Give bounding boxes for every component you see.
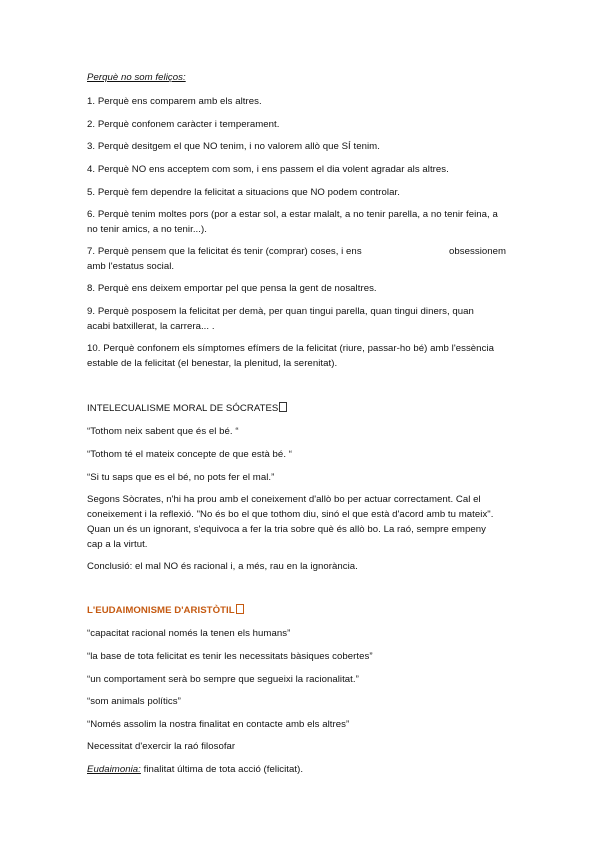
- list-item: 6. Perquè tenim moltes pors (por a estar sol, a estar malalt, a no tenir parella, a no tenir feina, a: [87, 209, 498, 220]
- eudaimonia-term: Eudaimonia:: [87, 764, 141, 775]
- list-item: 3. Perquè desitgem el que NO tenim, i no valorem allò que SÍ tenim.: [87, 141, 380, 152]
- section-title-socrates: INTELECUALISME MORAL DE SÓCRATES: [87, 402, 287, 415]
- list-item-fragment: obsessionem: [449, 246, 507, 257]
- eudaimonia-definition: [87, 764, 303, 776]
- list-item: 8. Perquè ens deixem emportar pel que pensa la gent de nosaltres.: [87, 283, 377, 294]
- eudaimonia-text: finalitat última de tota acció (felicitat).: [140, 764, 304, 775]
- section-title-aristotil: L'EUDAIMONISME D'ARISTÒTIL: [87, 604, 244, 617]
- list-item: 2. Perquè confonem caràcter i temperament.: [87, 119, 280, 130]
- paragraph-line: Segons Sòcrates, n'hi ha prou amb el coneixement d'allò bo per actuar correctament. Cal el: [87, 494, 481, 505]
- paragraph-line: coneixement i la reflexió. "No és bo el que tothom diu, sinó el que està d'acord amb tu mateix".: [87, 509, 494, 520]
- conclusion: Conclusió: el mal NO és racional i, a més, rau en la ignorància.: [87, 561, 358, 572]
- placeholder-glyph-icon: [236, 604, 244, 614]
- paragraph-line: cap a la virtut.: [87, 539, 148, 550]
- list-item: 5. Perquè fem dependre la felicitat a situacions que NO podem controlar.: [87, 187, 400, 198]
- placeholder-glyph-icon: [279, 402, 287, 412]
- quote: “Tothom neix sabent que és el bé. “: [87, 426, 239, 437]
- list-item-continuation: acabi batxillerat, la carrera... .: [87, 321, 215, 332]
- quote: “la base de tota felicitat es tenir les necessitats bàsiques cobertes”: [87, 651, 373, 662]
- list-item-continuation: no tenir amics, a no tenir...).: [87, 224, 207, 235]
- list-item: 4. Perquè NO ens acceptem com som, i ens passem el dia volent agradar als altres.: [87, 164, 449, 175]
- list-item-continuation: amb l'estatus social.: [87, 261, 175, 272]
- list-item: 9. Perquè posposem la felicitat per demà, per quan tingui parella, quan tingui diners, quan: [87, 306, 474, 317]
- quote: “Si tu saps que es el bé, no pots fer el mal.”: [87, 472, 275, 483]
- paragraph-line: Quan un és un ignorant, s'equivoca a fer la tria sobre què és allò bo. La raó, sempre empeny: [87, 524, 486, 535]
- quote: “capacitat racional només la tenen els humans”: [87, 628, 291, 639]
- list-item: 10. Perquè confonem els símptomes efímers de la felicitat (riure, passar-ho bé) amb l'essència: [87, 343, 494, 354]
- quote: “som animals polítics”: [87, 696, 181, 707]
- quote: “un comportament serà bo sempre que segueixi la racionalitat.”: [87, 674, 359, 685]
- quote: “Només assolim la nostra finalitat en contacte amb els altres”: [87, 719, 350, 730]
- list-item: 7. Perquè pensem que la felicitat és tenir (comprar) coses, i ens: [87, 246, 362, 257]
- quote: “Tothom té el mateix concepte de que està bé. “: [87, 449, 292, 460]
- list-item-continuation: estable de la felicitat (el benestar, la plenitud, la serenitat).: [87, 358, 338, 369]
- list-item: 1. Perquè ens comparem amb els altres.: [87, 96, 262, 107]
- section-title-perque-no-som-felicos: Perquè no som feliços:: [87, 72, 186, 83]
- necessitat-line: Necessitat d'exercir la raó filosofar: [87, 741, 236, 752]
